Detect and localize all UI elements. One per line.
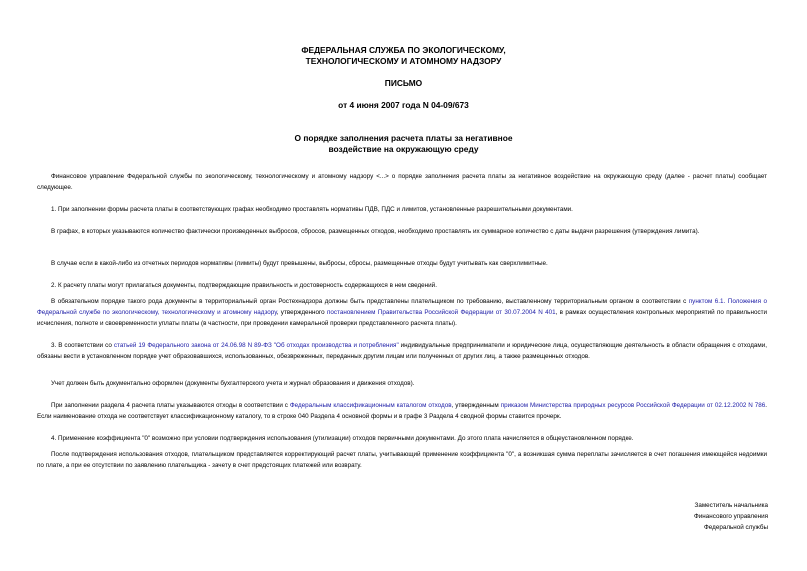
paragraph-text: Финансовое управление Федеральной службы по экологическому, технологическому и атомному надзору <...> о порядке заполнения расчета платы за негативное воздействие на окружающую среду (далее - расчет платы) сообщает следующее. bbox=[37, 173, 767, 191]
paragraph-1 bbox=[37, 204, 767, 215]
signature-line-1: Заместитель начальника bbox=[694, 502, 768, 509]
document-type: ПИСЬМО bbox=[384, 78, 423, 88]
paragraph-text: 4. Применение коэффициента "0" возможно при условии подтверждения использования (утилизации) отходов первичными документами. До этого плата начисляется в общеустановленном порядке. bbox=[51, 435, 634, 442]
link-ministry-order-786[interactable]: приказом Министерства природных ресурсов Российской Федерации от 02.12.2002 N 786 bbox=[500, 402, 766, 409]
link-waste-catalog[interactable]: Федеральным классификационным каталогом отходов bbox=[289, 402, 452, 409]
issuing-authority bbox=[0, 45, 807, 67]
paragraph-2-documents bbox=[37, 296, 767, 329]
document-date-number: от 4 июня 2007 года N 04-09/673 bbox=[338, 100, 469, 110]
paragraph-2 bbox=[37, 280, 767, 291]
subject-line-1: О порядке заполнения расчета платы за негативное bbox=[294, 133, 513, 143]
signature-line-2: Финансового управления bbox=[693, 513, 768, 520]
authority-line-2: ТЕХНОЛОГИЧЕСКОМУ И АТОМНОМУ НАДЗОРУ bbox=[305, 56, 502, 66]
paragraph-1-excess bbox=[37, 258, 767, 269]
paragraph-text bbox=[37, 296, 767, 329]
paragraph-text: 1. При заполнении формы расчета платы в соответствующих графах необходимо проставлять нормативы ПДВ, ПДС и лимитов, установленные разрешительными документами. bbox=[51, 206, 573, 213]
paragraph-text: Учет должен быть документально оформлен (документы бухгалтерского учета и журнал образования и движения отходов). bbox=[51, 380, 415, 387]
paragraph-text bbox=[37, 340, 767, 362]
subject-line-2: воздействие на окружающую среду bbox=[328, 144, 479, 154]
paragraph-3 bbox=[37, 340, 767, 362]
signature-block bbox=[694, 500, 768, 533]
text-fragment: , в рамках осуществления контрольных мероприятий по правильности исчисления, полноте и своевременности уплаты платы (в частности, при проведении камеральной проверки представленного расчета платы). bbox=[37, 309, 767, 327]
document-subject bbox=[0, 133, 807, 155]
text-fragment: 3. В соответствии со bbox=[51, 342, 114, 349]
link-federal-law-89-fz[interactable]: статьей 19 Федерального закона от 24.06.98 N 89-ФЗ "Об отходах производства и потребления" bbox=[113, 342, 399, 349]
paragraph-text: После подтверждения использования отходов, плательщиком представляется корректирующий расчет платы, учитывающий применение коэффициента "0", а возникшая сумма переплаты зачисляется в счет погашения имеющейся недоимки по плате, а при ее отсутствии по заявлению плательщика - зачету в счет предстоящих платежей или возврату. bbox=[37, 451, 767, 469]
text-fragment: В обязательном порядке такого рода документы в территориальный орган Ростехнадзора должны быть представлены плательщиком по требованию, выставленному территориальным органом в соответствии с bbox=[51, 298, 689, 305]
paragraph-3-accounting bbox=[37, 378, 767, 389]
text-fragment: индивидуальные предприниматели и юридические лица, осуществляющие деятельность в области обращения с отходами, обязаны вести в установленном порядке учет образовавшихся, использованных, обезвреженных, переданных другим лицам или полученных от других лиц, а также размещенных отходов. bbox=[37, 342, 767, 360]
paragraph-text: 2. К расчету платы могут прилагаться документы, подтверждающие правильность и достоверность содержащихся в нем сведений. bbox=[51, 282, 437, 289]
authority-line-1: ФЕДЕРАЛЬНАЯ СЛУЖБА ПО ЭКОЛОГИЧЕСКОМУ, bbox=[301, 45, 506, 55]
paragraph-4-correction bbox=[37, 449, 767, 471]
link-regulation-clause-6-1[interactable]: пунктом 6.1. Положения о Федеральной службе по экологическому, технологическому и атомному надзору bbox=[37, 298, 767, 316]
paragraph-text: В случае если в какой-либо из отчетных периодов нормативы (лимиты) будут превышены, выбросы, сбросы, размещенные отходы будут учитывать как сверхлимитные. bbox=[51, 260, 548, 267]
text-fragment: , утвержденным bbox=[451, 402, 501, 409]
paragraph-4 bbox=[37, 433, 767, 444]
text-fragment: , утвержденного bbox=[276, 309, 327, 316]
link-government-resolution-401[interactable]: постановлением Правительства Российской Федерации от 30.07.2004 N 401 bbox=[326, 309, 556, 316]
text-fragment: . Если наименование отхода не соответствует классификационному каталогу, то в строке 040 Раздела 4 основной формы и в графе 3 Раздела 4 сводной формы ставится прочерк. bbox=[37, 402, 768, 420]
paragraph-3-section-4 bbox=[37, 400, 767, 422]
signature-line-3: Федеральной службы bbox=[704, 524, 768, 531]
paragraph-text: В графах, в которых указываются количество фактически произведенных выбросов, сбросов, размещенных отходов, необходимо проставлять их суммарное количество с даты выдачи разрешения (утверждения лимита). bbox=[51, 228, 700, 235]
paragraph-intro bbox=[37, 171, 767, 193]
paragraph-1-graphs bbox=[37, 226, 767, 237]
text-fragment: При заполнении раздела 4 расчета платы указываются отходы в соответствии с bbox=[51, 402, 290, 409]
paragraph-text bbox=[37, 400, 767, 422]
